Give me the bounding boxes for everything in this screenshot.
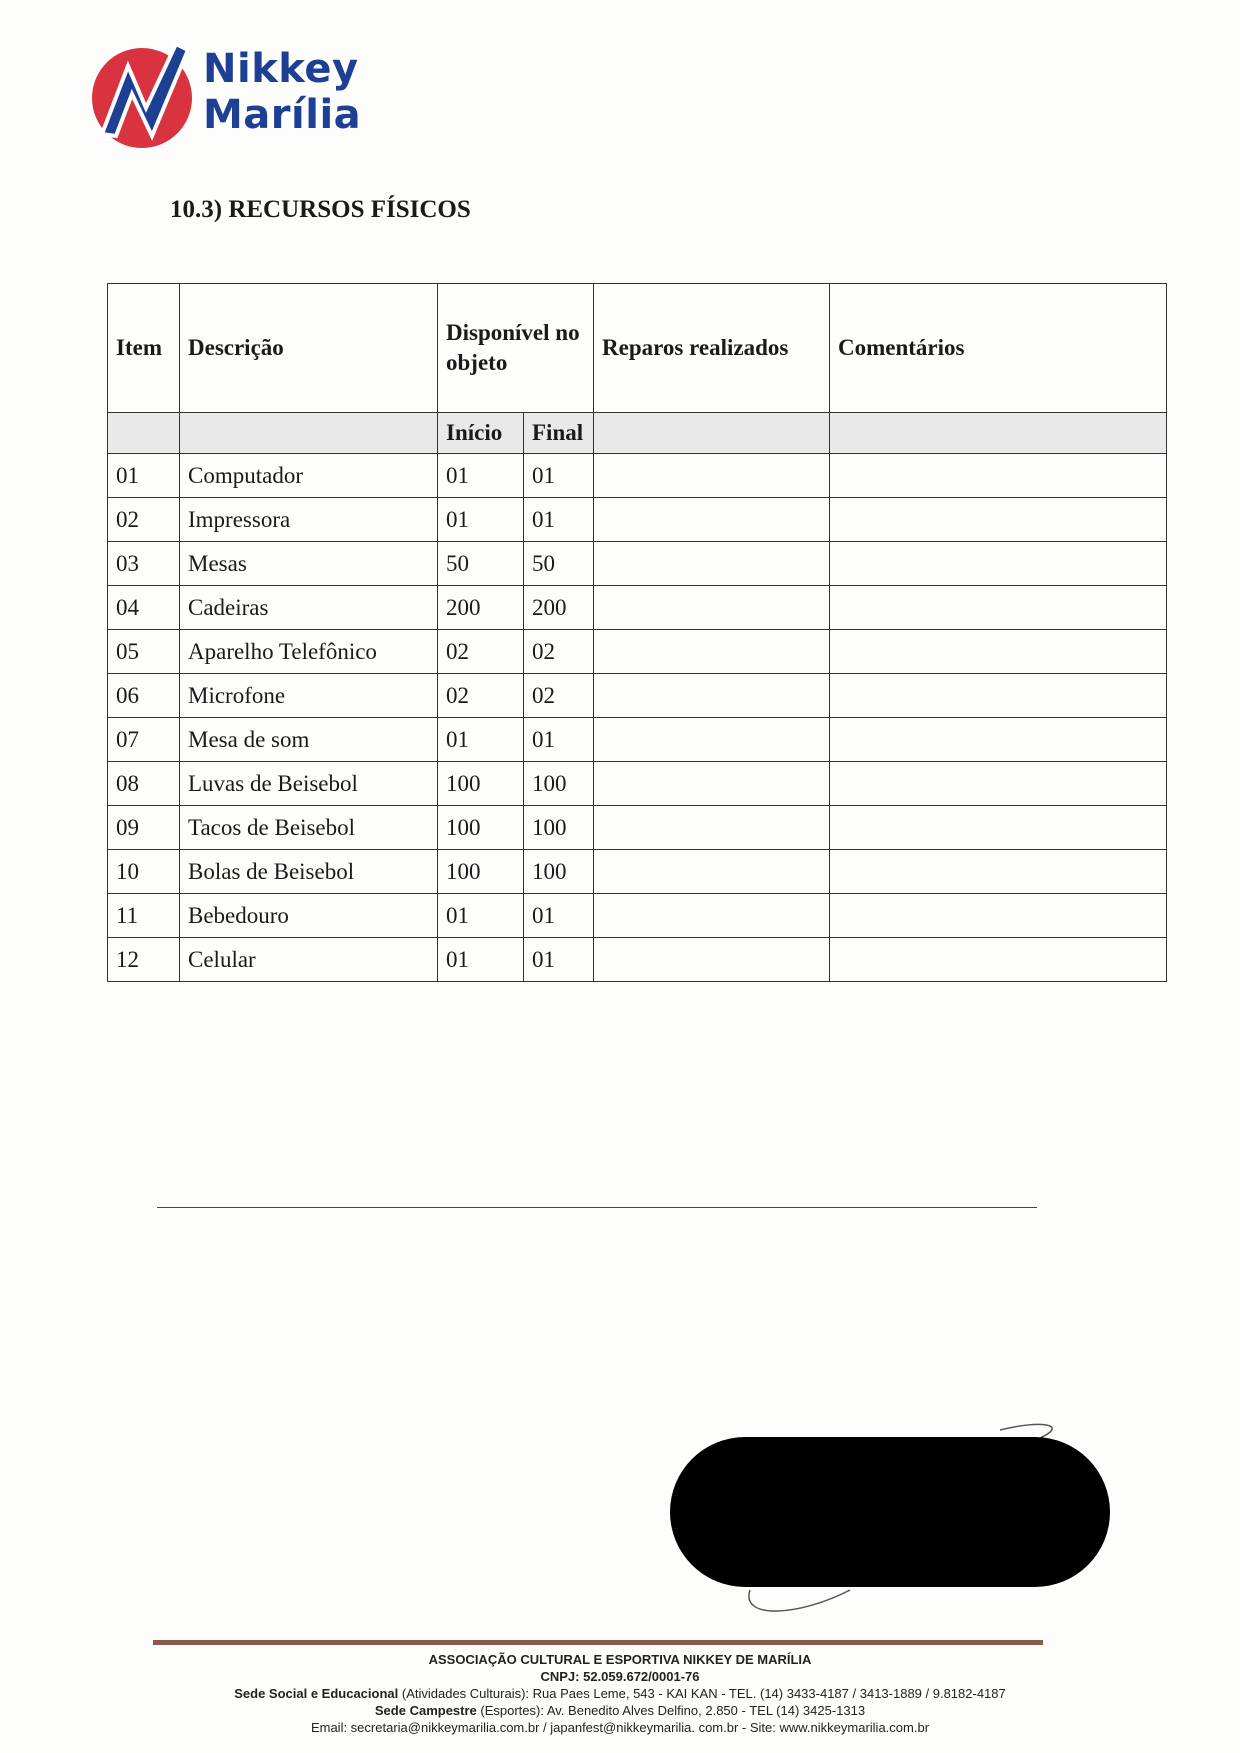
cell-inicio: 200 <box>438 586 524 630</box>
cell-comentarios <box>830 850 1167 894</box>
cell-comentarios <box>830 454 1167 498</box>
footer-cnpj: CNPJ: 52.059.672/0001-76 <box>540 1669 700 1684</box>
cell-inicio: 02 <box>438 674 524 718</box>
table-row <box>108 542 1167 586</box>
footer-divider <box>153 1640 1043 1645</box>
cell-descricao: Mesas <box>180 542 438 586</box>
cell-final: 01 <box>524 718 594 762</box>
cell-descricao: Celular <box>180 938 438 982</box>
cell-descricao: Tacos de Beisebol <box>180 806 438 850</box>
table-row <box>108 718 1167 762</box>
table-row <box>108 498 1167 542</box>
table-row <box>108 806 1167 850</box>
table-body <box>108 454 1167 982</box>
cell-descricao: Impressora <box>180 498 438 542</box>
cell-descricao: Bolas de Beisebol <box>180 850 438 894</box>
cell-final: 01 <box>524 894 594 938</box>
table-row <box>108 762 1167 806</box>
table-row <box>108 674 1167 718</box>
cell-inicio: 50 <box>438 542 524 586</box>
cell-comentarios <box>830 762 1167 806</box>
cell-reparos <box>594 586 830 630</box>
cell-item: 04 <box>108 586 180 630</box>
cell-inicio: 02 <box>438 630 524 674</box>
table-subheader-row <box>108 413 1167 454</box>
cell-comentarios <box>830 542 1167 586</box>
signature-line <box>157 1207 1037 1208</box>
table-row <box>108 630 1167 674</box>
cell-descricao: Microfone <box>180 674 438 718</box>
cell-inicio: 01 <box>438 938 524 982</box>
cell-descricao: Luvas de Beisebol <box>180 762 438 806</box>
footer-org: ASSOCIAÇÃO CULTURAL E ESPORTIVA NIKKEY DE MARÍLIA <box>428 1652 812 1667</box>
cell-descricao: Bebedouro <box>180 894 438 938</box>
cell-item: 07 <box>108 718 180 762</box>
cell-item: 05 <box>108 630 180 674</box>
header-disponivel: Disponível no objeto <box>438 284 594 413</box>
table-row <box>108 894 1167 938</box>
cell-final: 01 <box>524 498 594 542</box>
header-descricao: Descrição <box>180 284 438 413</box>
table-row <box>108 850 1167 894</box>
cell-final: 100 <box>524 850 594 894</box>
cell-reparos <box>594 542 830 586</box>
header-final: Final <box>524 413 594 454</box>
cell-final: 200 <box>524 586 594 630</box>
cell-reparos <box>594 938 830 982</box>
header-inicio: Início <box>438 413 524 454</box>
cell-final: 02 <box>524 674 594 718</box>
header-item: Item <box>108 284 180 413</box>
footer <box>100 1651 1140 1736</box>
resources-table <box>107 283 1167 982</box>
cell-item: 03 <box>108 542 180 586</box>
logo <box>88 38 368 150</box>
cell-item: 09 <box>108 806 180 850</box>
cell-descricao: Mesa de som <box>180 718 438 762</box>
cell-descricao: Computador <box>180 454 438 498</box>
cell-final: 01 <box>524 938 594 982</box>
cell-comentarios <box>830 806 1167 850</box>
cell-inicio: 01 <box>438 894 524 938</box>
table-row <box>108 938 1167 982</box>
cell-inicio: 01 <box>438 454 524 498</box>
cell-comentarios <box>830 718 1167 762</box>
cell-inicio: 100 <box>438 762 524 806</box>
cell-item: 12 <box>108 938 180 982</box>
cell-comentarios <box>830 630 1167 674</box>
footer-sede-campestre: Sede Campestre (Esportes): Av. Benedito Alves Delfino, 2.850 - TEL (14) 3425-1313 <box>374 1703 866 1718</box>
cell-reparos <box>594 850 830 894</box>
header-reparos: Reparos realizados <box>594 284 830 413</box>
logo-wordmark: Nikkey Marília <box>203 46 362 138</box>
cell-item: 01 <box>108 454 180 498</box>
cell-inicio: 100 <box>438 850 524 894</box>
table-row <box>108 454 1167 498</box>
cell-reparos <box>594 454 830 498</box>
cell-item: 06 <box>108 674 180 718</box>
cell-descricao: Aparelho Telefônico <box>180 630 438 674</box>
cell-reparos <box>594 762 830 806</box>
cell-reparos <box>594 894 830 938</box>
cell-final: 50 <box>524 542 594 586</box>
cell-final: 02 <box>524 630 594 674</box>
table-row <box>108 586 1167 630</box>
section-title: 10.3) RECURSOS FÍSICOS <box>170 196 471 223</box>
cell-final: 01 <box>524 454 594 498</box>
cell-item: 11 <box>108 894 180 938</box>
cell-reparos <box>594 630 830 674</box>
cell-reparos <box>594 674 830 718</box>
header-comentarios: Comentários <box>830 284 1167 413</box>
cell-reparos <box>594 498 830 542</box>
cell-final: 100 <box>524 762 594 806</box>
cell-final: 100 <box>524 806 594 850</box>
cell-inicio: 01 <box>438 718 524 762</box>
cell-comentarios <box>830 674 1167 718</box>
cell-reparos <box>594 718 830 762</box>
redaction-block <box>670 1437 1110 1587</box>
logo-emblem-icon <box>88 38 200 150</box>
footer-sede-social: Sede Social e Educacional (Atividades Culturais): Rua Paes Leme, 543 - KAI KAN - TEL. (14) 3433-4187 / 3413-1889 / 9.8182-4187 <box>234 1686 1006 1701</box>
cell-inicio: 01 <box>438 498 524 542</box>
cell-item: 02 <box>108 498 180 542</box>
cell-comentarios <box>830 894 1167 938</box>
cell-inicio: 100 <box>438 806 524 850</box>
cell-comentarios <box>830 586 1167 630</box>
cell-reparos <box>594 806 830 850</box>
cell-descricao: Cadeiras <box>180 586 438 630</box>
table-header-row <box>108 284 1167 413</box>
cell-comentarios <box>830 938 1167 982</box>
cell-item: 08 <box>108 762 180 806</box>
footer-contact: Email: secretaria@nikkeymarilia.com.br / japanfest@nikkeymarilia. com.br - Site: www.nikkeymarilia.com.br <box>310 1720 930 1735</box>
cell-comentarios <box>830 498 1167 542</box>
cell-item: 10 <box>108 850 180 894</box>
